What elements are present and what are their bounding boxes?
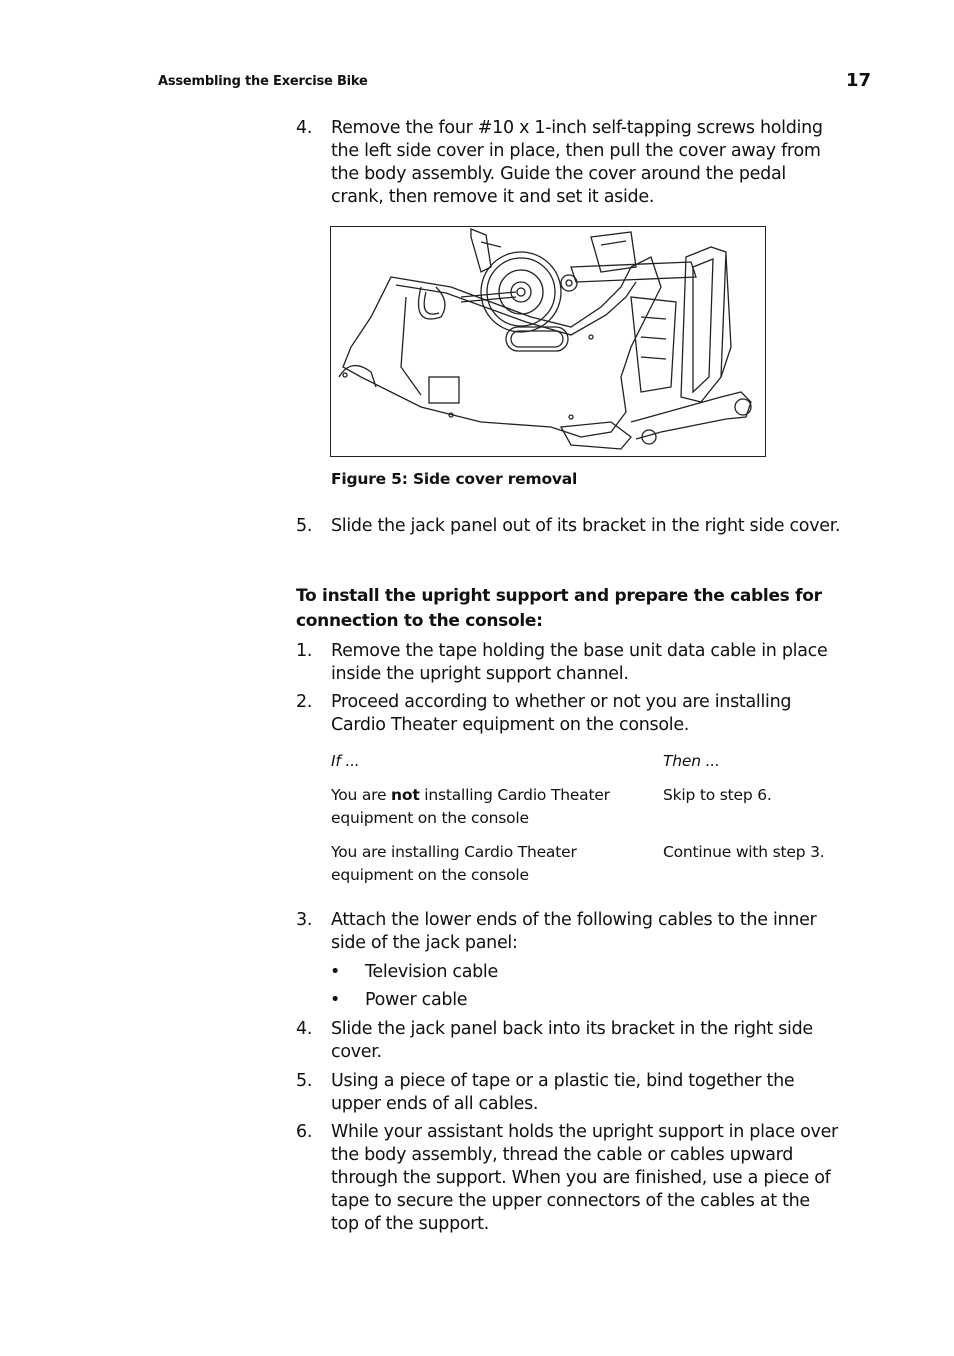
figure-caption: Figure 5: Side cover removal: [331, 470, 578, 488]
step-text: Attach the lower ends of the following cables to the inner side of the jack panel:: [331, 910, 817, 953]
bullet-symbol: •: [330, 990, 341, 1010]
bullet-text: Television cable: [365, 962, 498, 982]
step-text: Remove the four #10 x 1-inch self-tapping screws holding the left side cover in place, then pull the cover away from the body assembly. Guide the cover around the pedal crank, then remove it and set it aside.: [331, 118, 823, 207]
table-row-2-condition: You are installing Cardio Theater equipment on the console: [331, 843, 577, 884]
exercise-bike-side-cover-drawing: [331, 227, 765, 456]
step-number: 1.: [296, 641, 313, 661]
step-number: 4.: [296, 118, 313, 138]
condition-emphasis: not: [391, 786, 420, 804]
figure-illustration: [330, 226, 766, 457]
step-text: Remove the tape holding the base unit data cable in place inside the upright support channel.: [331, 641, 828, 684]
step-number: 3.: [296, 910, 313, 930]
table-row-2-action: Continue with step 3.: [663, 843, 825, 861]
table-row-1-condition: [331, 784, 641, 830]
step-number: 2.: [296, 692, 313, 712]
table-header-if: If ...: [331, 752, 360, 770]
table-row-1-action: Skip to step 6.: [663, 786, 772, 804]
running-header: Assembling the Exercise Bike: [158, 74, 368, 89]
step-text: Using a piece of tape or a plastic tie, bind together the upper ends of all cables.: [331, 1071, 795, 1114]
condition-text: You are: [331, 786, 392, 804]
condition-text: installing Cardio Theater equipment on the console: [331, 786, 610, 827]
table-header-then: Then ...: [663, 752, 720, 770]
step-number: 6.: [296, 1122, 313, 1142]
bullet-text: Power cable: [365, 990, 468, 1010]
step-text: Proceed according to whether or not you are installing Cardio Theater equipment on the console.: [331, 692, 792, 735]
procedure-heading: To install the upright support and prepare the cables for connection to the console:: [296, 586, 822, 631]
step-number: 4.: [296, 1019, 313, 1039]
step-number: 5.: [296, 516, 313, 536]
step-text: Slide the jack panel back into its bracket in the right side cover.: [331, 1019, 813, 1062]
step-text: While your assistant holds the upright support in place over the body assembly, thread the cable or cables upward through the support. When you are finished, use a piece of tape to secure the upper connectors of the cables at the top of the support.: [331, 1122, 838, 1234]
step-number: 5.: [296, 1071, 313, 1091]
page-number: 17: [846, 70, 872, 91]
step-text: Slide the jack panel out of its bracket in the right side cover.: [331, 516, 841, 536]
bullet-symbol: •: [330, 962, 341, 982]
